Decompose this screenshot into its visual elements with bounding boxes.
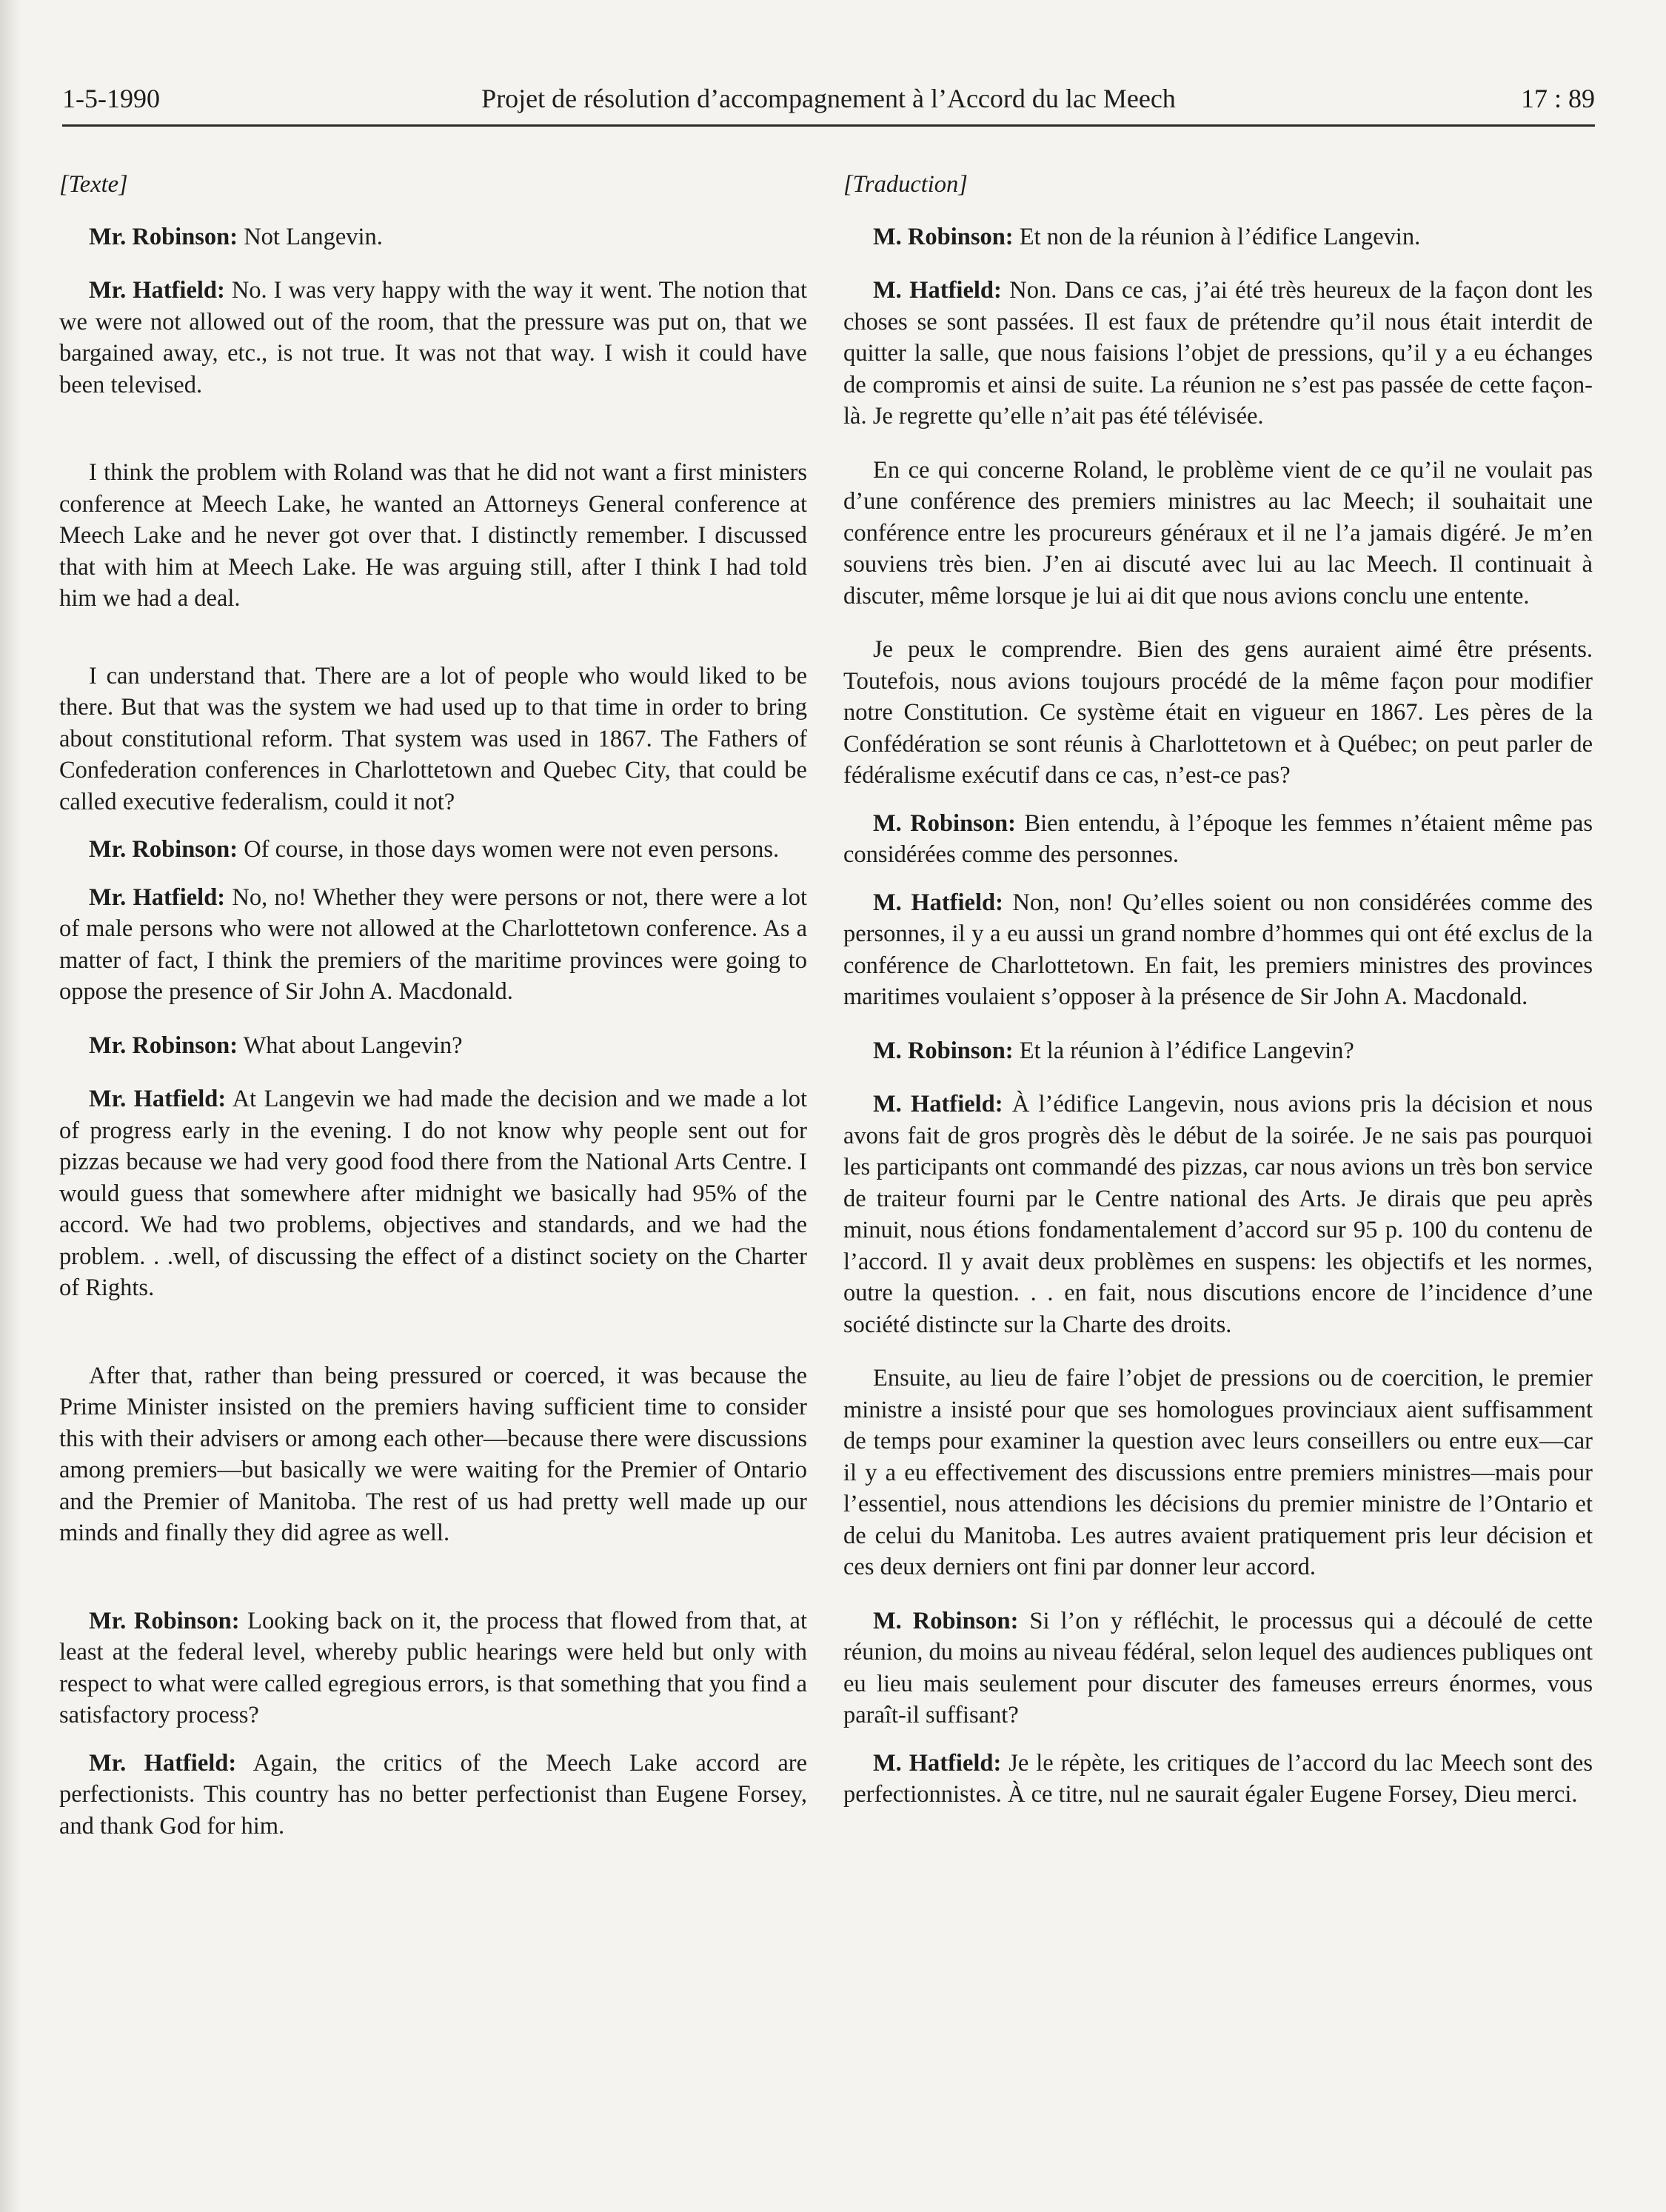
speaker-name: Mr. Hatfield:: [89, 1086, 227, 1112]
paragraph: [59, 1360, 807, 1549]
speaker-name: Mr. Robinson:: [89, 1607, 240, 1634]
paragraph: [843, 455, 1593, 612]
speaker-name: M. Robinson:: [873, 1607, 1019, 1634]
speaker-name: Mr. Hatfield:: [89, 883, 226, 911]
paragraph-text: What about Langevin?: [238, 1032, 463, 1059]
paragraph: [843, 1605, 1593, 1731]
paragraph-text: Bien entendu, à l’époque les femmes n’étaient même pas considérées comme des personnes.: [843, 809, 1593, 868]
speaker-name: Mr. Hatfield:: [89, 277, 225, 304]
speaker-name: M. Hatfield:: [873, 1091, 1003, 1117]
paragraph: [843, 1035, 1593, 1067]
paragraph: [843, 887, 1593, 1013]
paragraph-text: En ce qui concerne Roland, le problème vient de ce qu’il ne voulait pas d’une conférence des premiers ministres au lac Meech; il souhaitait une conférence entre les procureurs généraux et il ne l’a jamais digéré. Je m’en souviens très bien. J’en ai discuté avec lui au lac Meech. Il continuait à discuter, même lorsque je lui ai dit que nous avions conclu une entente.: [843, 456, 1593, 609]
paragraph-text: Non, non! Qu’elles soient ou non considérées comme des personnes, il y a eu aussi un grand nombre d’hommes qui ont été exclus de la conférence de Charlottetown. En fait, les premiers ministres des provinces maritimes voulaient s’opposer à la présence de Sir John A. Macdonald.: [843, 889, 1593, 1010]
page-edge-shadow: [0, 0, 21, 2212]
paragraph-text: Ensuite, au lieu de faire l’objet de pressions ou de coercition, le premier ministre a insisté pour que ses homologues provinciaux aient suffisamment de temps pour examiner la question avec leurs conseillers ou entre eux—car il y a eu effectivement des discussions entre premiers ministres—mais pour l’essentiel, nous attendions les décisions du premier ministre de l’Ontario et de celui du Manitoba. Les autres avaient pratiquement pris leur décision et ces deux derniers ont fini par donner leur accord.: [843, 1365, 1593, 1580]
speaker-name: Mr. Robinson:: [89, 836, 238, 863]
speaker-name: M. Hatfield:: [873, 277, 1002, 304]
speaker-name: M. Hatfield:: [873, 889, 1003, 916]
paragraph: [59, 661, 807, 818]
header-page-number: 17 : 89: [1520, 84, 1595, 113]
paragraph: [59, 834, 807, 866]
paragraph-text: Si l’on y réfléchit, le processus qui a découlé de cette réunion, du moins au niveau fédéral, selon lequel des audiences publiques ont eu lieu mais seulement pour discuter des fameuses erreurs énormes, vous paraît-il suffisant?: [843, 1607, 1593, 1728]
speaker-name: M. Robinson:: [873, 809, 1016, 837]
paragraph-text: À l’édifice Langevin, nous avions pris la décision et nous avons fait de gros progrès dès le début de la soirée. Je ne sais pas pourquoi les participants ont commandé des pizzas, car nous avions un très bon service de traiteur fourni par le Centre national des Arts. Je dirais que peu après minuit, nous étions fondamentalement d’accord sur 95 p. 100 du contenu de l’accord. Il y avait deux problèmes en suspens: les objectifs et les normes, outre la question. . . en fait, nous discutions encore de l’incidence d’une société distincte sur la Charte des droits.: [843, 1091, 1593, 1338]
paragraph-text: Not Langevin.: [238, 223, 383, 250]
paragraph-text: No. I was very happy with the way it went. The notion that we were not allowed out of the room, that the pressure was put on, that we bargained away, etc., is not true. It was not that way. I wish it could have been televised.: [59, 277, 807, 398]
paragraph-text: Je peux le comprendre. Bien des gens auraient aimé être présents. Toutefois, nous avions toujours procédé de la même façon pour modifier notre Constitution. Ce système était en vigueur en 1867. Les pères de la Confédération se sont réunis à Charlottetown et à Québec; on peut parler de fédéralisme exécutif dans ce cas, n’est-ce pas?: [843, 636, 1593, 789]
paragraph-text: Non. Dans ce cas, j’ai été très heureux de la façon dont les choses se sont passées. Il est faux de prétendre qu’il nous était interdit de quitter la salle, que nous faisions l’objet de pressions, qu’il y a eu échanges de compromis et ainsi de suite. La réunion ne s’est pas passée de cette façon-là. Je regrette qu’elle n’ait pas été télévisée.: [843, 277, 1593, 430]
paragraph: [843, 634, 1593, 792]
paragraph-text: Je le répète, les critiques de l’accord du lac Meech sont des perfectionnistes. À ce titre, nul ne saurait égaler Eugene Forsey, Dieu merci.: [843, 1749, 1593, 1808]
paragraph: [59, 1605, 807, 1731]
paragraph-text: I think the problem with Roland was that he did not want a first ministers conference at Meech Lake, he wanted an Attorneys General conference at Meech Lake and he never got over that. I distinctly remember. I discussed that with him at Meech Lake. He was arguing still, after I think I had told him we had a deal.: [59, 459, 807, 612]
paragraph-text: After that, rather than being pressured or coerced, it was because the Prime Minister insisted on the premiers having sufficient time to consider this with their advisers or among each other—because there were discussions among premiers—but basically we were waiting for the Premier of Ontario and the Premier of Manitoba. The rest of us had pretty well made up our minds and finally they did agree as well.: [59, 1362, 807, 1546]
paragraph: [843, 1748, 1593, 1811]
paragraph-text: At Langevin we had made the decision and we made a lot of progress early in the evening. I do not know why people sent out for pizzas because we had very good food there from the National Arts Centre. I would guess that somewhere after midnight we basically had 95% of the accord. We had two problems, objectives and standards, and we had the problem. . .well, of discussing the effect of a distinct society on the Charter of Rights.: [59, 1086, 807, 1301]
speaker-name: M. Hatfield:: [873, 1749, 1002, 1777]
speaker-name: Mr. Hatfield:: [89, 1749, 237, 1777]
paragraph: [59, 275, 807, 401]
paragraph-text: Looking back on it, the process that flowed from that, at least at the federal level, whereby public hearings were held but only with respect to what were called egregious errors, is that something that you find a satisfactory process?: [59, 1607, 808, 1728]
paragraph-text: I can understand that. There are a lot of people who would liked to be there. But that was the system we had used up to that time in order to bring about constitutional reform. That system was used in 1867. The Fathers of Confederation conferences in Charlottetown and Quebec City, that could be called executive federalism, could it not?: [59, 662, 807, 815]
paragraph: [59, 221, 807, 253]
paragraph: [59, 457, 807, 615]
paragraph-text: Et la réunion à l’édifice Langevin?: [1013, 1037, 1354, 1064]
paragraph-text: Of course, in those days women were not even persons.: [238, 836, 780, 863]
paragraph-text: Again, the critics of the Meech Lake accord are perfectionists. This country has no better perfectionist than Eugene Forsey, and thank God for him.: [59, 1749, 807, 1840]
page-header: [62, 80, 1595, 127]
paragraph-text: No, no! Whether they were persons or not, there were a lot of male persons who were not allowed at the Charlottetown conference. As a matter of fact, I think the premiers of the maritime provinces were going to oppose the presence of Sir John A. Macdonald.: [59, 883, 807, 1005]
paragraph: [59, 1748, 807, 1842]
speaker-name: Mr. Robinson:: [89, 1032, 238, 1059]
paragraph: [843, 221, 1593, 253]
speaker-name: M. Robinson:: [873, 223, 1014, 250]
header-title: Projet de résolution d’accompagnement à l’Accord du lac Meech: [481, 84, 1176, 113]
paragraph: [59, 1030, 807, 1062]
paragraph: [843, 275, 1593, 432]
paragraph: [59, 882, 807, 1008]
english-column: [59, 169, 807, 1842]
paragraph: [843, 1363, 1593, 1583]
paragraph: [843, 808, 1593, 871]
french-column: [843, 169, 1593, 1811]
paragraph-text: Et non de la réunion à l’édifice Langevin.: [1013, 223, 1421, 250]
paragraph: [843, 1089, 1593, 1340]
paragraph: [59, 1083, 807, 1304]
column-label-texte: [Texte]: [59, 171, 128, 198]
header-date: 1-5-1990: [62, 84, 160, 113]
speaker-name: M. Robinson:: [873, 1037, 1014, 1064]
column-label-traduction: [Traduction]: [843, 171, 968, 198]
speaker-name: Mr. Robinson:: [89, 223, 238, 250]
